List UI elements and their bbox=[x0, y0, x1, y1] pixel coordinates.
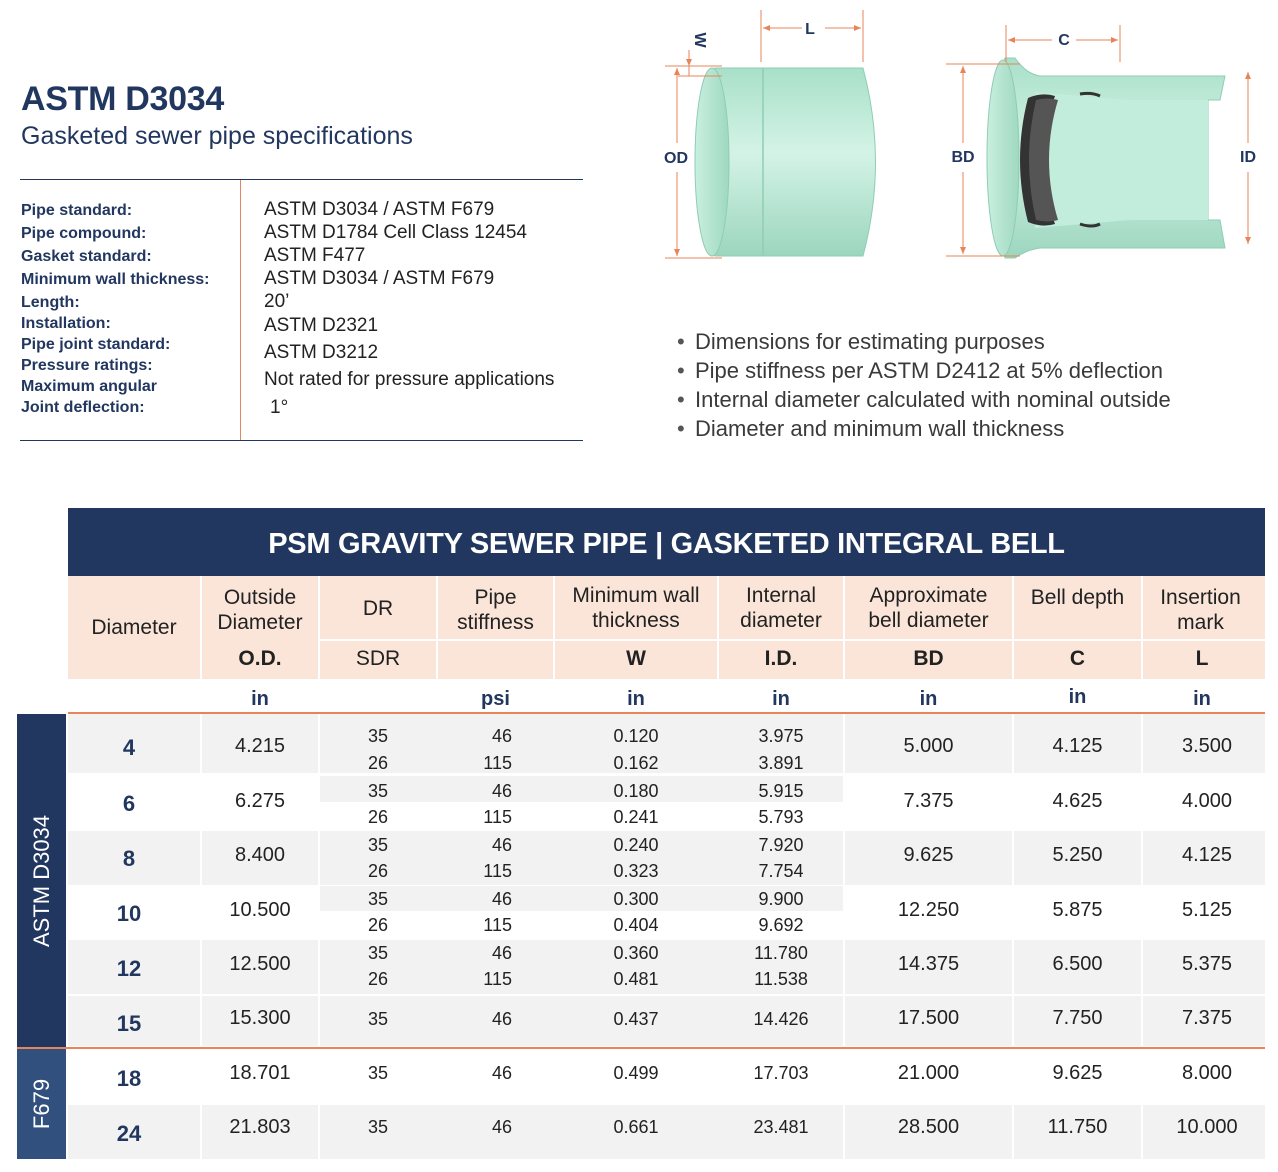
cell-c: 11.750 bbox=[1047, 1116, 1108, 1138]
cell-bd: 14.375 bbox=[897, 953, 960, 975]
cell-stiffness: 46 bbox=[491, 943, 512, 963]
spec-label: Pressure ratings: bbox=[21, 357, 153, 374]
body-column-separator bbox=[1012, 714, 1014, 1159]
spec-value: ASTM F477 bbox=[264, 245, 366, 266]
dim-label-l: L bbox=[805, 21, 815, 38]
cell-od: 6.275 bbox=[234, 790, 286, 812]
spec-value: 20’ bbox=[264, 291, 290, 312]
cell-dr: 35 bbox=[367, 726, 389, 746]
col-sub-l: L bbox=[1195, 647, 1209, 670]
spec-value: Not rated for pressure applications bbox=[264, 369, 555, 390]
col-header-dr: DR bbox=[362, 597, 394, 620]
cell-dr: 26 bbox=[367, 753, 389, 773]
cell-dr: 35 bbox=[367, 1009, 389, 1029]
unit-stiffness: psi bbox=[481, 688, 510, 710]
cell-dr: 35 bbox=[367, 1063, 389, 1083]
unit-id: in bbox=[772, 688, 790, 710]
header-row-separator bbox=[318, 639, 1265, 641]
cell-stiffness: 46 bbox=[491, 1009, 512, 1029]
cell-dr: 26 bbox=[367, 969, 389, 989]
notes-list bbox=[677, 327, 1171, 443]
body-column-separator bbox=[843, 714, 845, 1159]
dim-label-bd: BD bbox=[951, 149, 975, 166]
cell-dr: 35 bbox=[367, 835, 389, 855]
col-sub-od: O.D. bbox=[238, 647, 282, 670]
cell-bd: 21.000 bbox=[897, 1062, 960, 1084]
cell-stiffness: 115 bbox=[483, 861, 512, 881]
cell-id: 9.692 bbox=[758, 915, 804, 935]
spigot-pipe-diagram bbox=[664, 10, 876, 258]
pipe-diagrams bbox=[660, 0, 1270, 275]
spec-box bbox=[20, 179, 583, 441]
cell-bd: 9.625 bbox=[903, 844, 954, 866]
cell-wall: 0.180 bbox=[613, 781, 659, 801]
cell-od: 10.500 bbox=[229, 899, 291, 921]
cell-stiffness: 46 bbox=[491, 781, 512, 801]
cell-stiffness: 46 bbox=[491, 835, 512, 855]
cell-id: 3.975 bbox=[758, 726, 804, 746]
table-title-bar bbox=[68, 508, 1265, 576]
cell-l: 7.375 bbox=[1181, 1007, 1233, 1029]
cell-od: 21.803 bbox=[229, 1116, 291, 1138]
cell-c: 4.125 bbox=[1052, 735, 1103, 757]
cell-od: 12.500 bbox=[229, 953, 291, 975]
col-header-bd: Approximate bell diameter bbox=[868, 584, 989, 632]
cell-l: 8.000 bbox=[1181, 1062, 1233, 1084]
group-label-astm: ASTM D3034 bbox=[17, 714, 66, 1048]
cell-dr: 35 bbox=[367, 889, 389, 909]
cell-c: 4.625 bbox=[1052, 790, 1103, 812]
col-sub-c: C bbox=[1069, 647, 1086, 670]
cell-id: 11.780 bbox=[754, 943, 808, 963]
cell-stiffness: 115 bbox=[483, 807, 512, 827]
cell-wall: 0.120 bbox=[613, 726, 659, 746]
cell-dr: 26 bbox=[367, 861, 389, 881]
unit-bd: in bbox=[919, 688, 938, 710]
cell-od: 18.701 bbox=[229, 1062, 291, 1084]
cell-wall: 0.404 bbox=[613, 915, 659, 935]
cell-dr: 35 bbox=[367, 1117, 389, 1137]
unit-l: in bbox=[1193, 688, 1211, 710]
cell-c: 9.625 bbox=[1052, 1062, 1103, 1084]
cell-id: 3.891 bbox=[758, 753, 804, 773]
cell-l: 5.375 bbox=[1181, 953, 1233, 975]
cell-wall: 0.241 bbox=[613, 807, 659, 827]
cell-dr: 26 bbox=[367, 915, 389, 935]
table-title: PSM GRAVITY SEWER PIPE | GASKETED INTEGRAL BELL bbox=[268, 528, 1065, 560]
cell-id: 5.793 bbox=[758, 807, 804, 827]
dim-label-id: ID bbox=[1240, 149, 1256, 166]
cell-wall: 0.437 bbox=[613, 1009, 659, 1029]
col-sub-id: I.D. bbox=[764, 647, 798, 670]
spec-value: ASTM D2321 bbox=[264, 315, 379, 336]
cell-stiffness: 115 bbox=[483, 969, 512, 989]
cell-wall: 0.499 bbox=[613, 1063, 659, 1083]
spec-divider bbox=[240, 180, 241, 440]
col-header-c: Bell depth bbox=[1030, 586, 1125, 609]
cell-diameter: 6 bbox=[122, 791, 136, 816]
note-item: • Pipe stiffness per ASTM D2412 at 5% deflection bbox=[677, 358, 1163, 383]
cell-l: 3.500 bbox=[1181, 735, 1233, 757]
bell-pipe-diagram bbox=[946, 25, 1256, 258]
cell-bd: 28.500 bbox=[897, 1116, 960, 1138]
cell-wall: 0.323 bbox=[613, 861, 659, 881]
page-title: ASTM D3034 bbox=[21, 80, 224, 118]
col-header-diameter: Diameter bbox=[91, 616, 177, 639]
col-header-stiffness: Pipe stiffness bbox=[457, 586, 534, 634]
spec-value: ASTM D3034 / ASTM F679 bbox=[264, 268, 495, 289]
spec-label: Gasket standard: bbox=[21, 248, 152, 265]
spec-label: Pipe standard: bbox=[21, 202, 133, 219]
cell-dr: 35 bbox=[367, 943, 389, 963]
unit-wall: in bbox=[627, 688, 645, 710]
spec-label: Installation: bbox=[21, 315, 111, 332]
col-sub-bd: BD bbox=[913, 647, 944, 670]
unit-c: in bbox=[1068, 686, 1087, 708]
cell-id: 14.426 bbox=[753, 1009, 809, 1029]
spec-label: Joint deflection: bbox=[21, 399, 145, 416]
spec-label: Pipe joint standard: bbox=[21, 336, 171, 353]
cell-l: 5.125 bbox=[1181, 899, 1233, 921]
group-label-f679: F679 bbox=[17, 1049, 66, 1159]
note-item: • Diameter and minimum wall thickness bbox=[677, 416, 1065, 441]
cell-od: 15.300 bbox=[229, 1007, 291, 1029]
cell-bd: 5.000 bbox=[903, 735, 954, 757]
col-header-wall: Minimum wall thickness bbox=[572, 584, 700, 632]
cell-l: 4.000 bbox=[1181, 790, 1233, 812]
cell-diameter: 15 bbox=[116, 1011, 142, 1036]
cell-stiffness: 46 bbox=[491, 1117, 512, 1137]
cell-id: 7.754 bbox=[758, 861, 804, 881]
col-header-od: Outside Diameter bbox=[217, 586, 303, 634]
cell-od: 8.400 bbox=[234, 844, 286, 866]
cell-diameter: 4 bbox=[122, 735, 136, 760]
cell-diameter: 12 bbox=[116, 956, 142, 981]
col-header-id: Internal diameter bbox=[740, 584, 822, 632]
cell-bd: 17.500 bbox=[897, 1007, 960, 1029]
dim-label-w: W bbox=[691, 32, 708, 48]
body-column-separator bbox=[1141, 714, 1143, 1159]
cell-dr: 35 bbox=[367, 781, 389, 801]
cell-id: 9.900 bbox=[758, 889, 804, 909]
cell-wall: 0.360 bbox=[613, 943, 659, 963]
note-item: • Dimensions for estimating purposes bbox=[677, 329, 1045, 354]
cell-stiffness: 115 bbox=[483, 915, 512, 935]
col-sub-w: W bbox=[626, 647, 646, 670]
cell-stiffness: 115 bbox=[483, 753, 512, 773]
dim-label-od: OD bbox=[664, 150, 688, 167]
cell-stiffness: 46 bbox=[491, 889, 512, 909]
cell-wall: 0.240 bbox=[613, 835, 659, 855]
cell-c: 5.250 bbox=[1052, 844, 1103, 866]
cell-c: 5.875 bbox=[1052, 899, 1103, 921]
cell-id: 23.481 bbox=[753, 1117, 809, 1137]
cell-wall: 0.300 bbox=[613, 889, 659, 909]
col-sub-dr: SDR bbox=[355, 647, 401, 670]
cell-diameter: 10 bbox=[116, 901, 142, 926]
cell-l: 4.125 bbox=[1181, 844, 1233, 866]
note-item: • Internal diameter calculated with nominal outside bbox=[677, 387, 1171, 412]
cell-diameter: 8 bbox=[122, 846, 136, 871]
spec-value: ASTM D3034 / ASTM F679 bbox=[264, 199, 495, 220]
page-subtitle: Gasketed sewer pipe specifications bbox=[21, 122, 413, 150]
cell-diameter: 18 bbox=[116, 1066, 142, 1091]
cell-od: 4.215 bbox=[234, 735, 286, 757]
cell-id: 11.538 bbox=[754, 969, 808, 989]
spec-label: Pipe compound: bbox=[21, 225, 147, 242]
spec-value: ASTM D3212 bbox=[264, 342, 379, 363]
body-column-separator bbox=[200, 714, 202, 1159]
spec-value: 1° bbox=[270, 397, 289, 418]
group-divider bbox=[17, 1047, 1265, 1049]
spec-label: Length: bbox=[21, 294, 80, 311]
cell-c: 6.500 bbox=[1052, 953, 1103, 975]
spec-label: Maximum angular bbox=[21, 378, 158, 395]
cell-dr: 26 bbox=[367, 807, 389, 827]
dim-label-c: C bbox=[1058, 32, 1070, 49]
cell-id: 7.920 bbox=[758, 835, 804, 855]
cell-stiffness: 46 bbox=[491, 726, 512, 746]
unit-od: in bbox=[251, 688, 269, 710]
cell-id: 17.703 bbox=[753, 1063, 809, 1083]
cell-wall: 0.661 bbox=[613, 1117, 659, 1137]
cell-bd: 7.375 bbox=[903, 790, 954, 812]
cell-stiffness: 46 bbox=[491, 1063, 512, 1083]
col-header-l: Insertion mark bbox=[1160, 586, 1241, 634]
spec-label: Minimum wall thickness: bbox=[21, 271, 210, 288]
cell-diameter: 24 bbox=[116, 1121, 142, 1146]
cell-bd: 12.250 bbox=[897, 899, 960, 921]
cell-wall: 0.481 bbox=[613, 969, 659, 989]
cell-id: 5.915 bbox=[758, 781, 804, 801]
cell-c: 7.750 bbox=[1052, 1007, 1103, 1029]
spec-value: ASTM D1784 Cell Class 12454 bbox=[264, 222, 527, 243]
cell-l: 10.000 bbox=[1176, 1116, 1238, 1138]
cell-wall: 0.162 bbox=[613, 753, 659, 773]
